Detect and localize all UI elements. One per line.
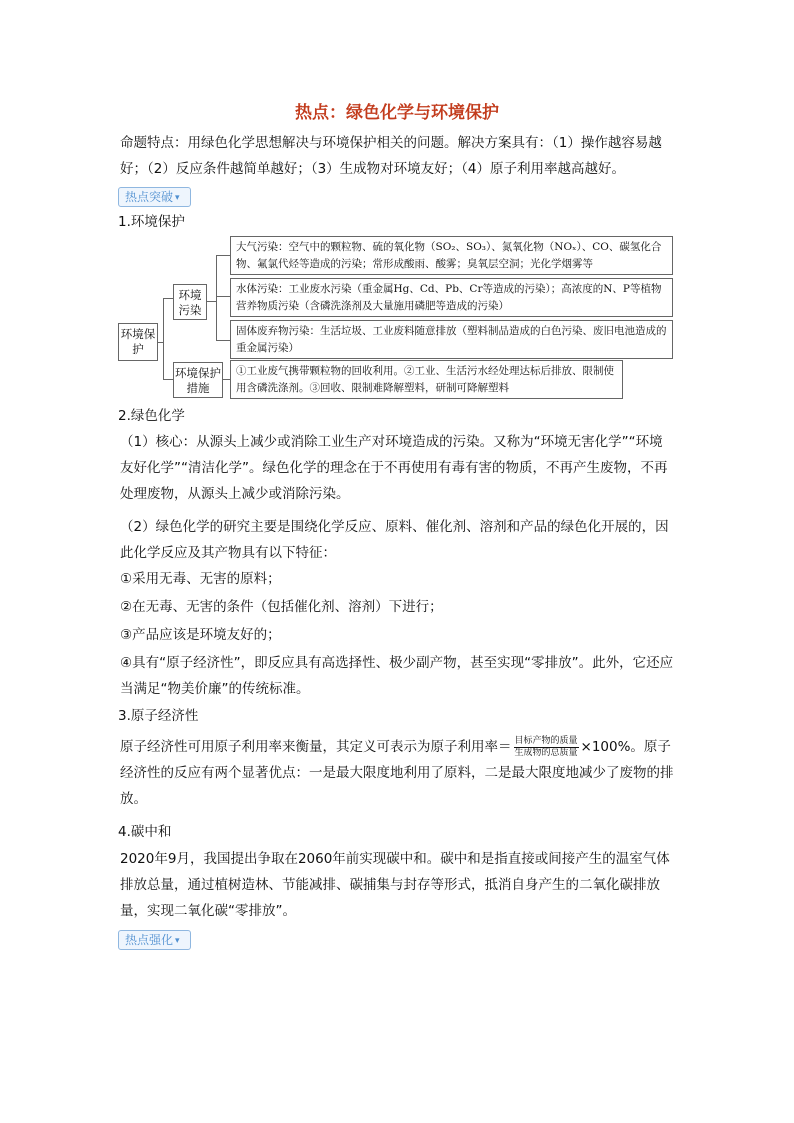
connector [216, 296, 230, 297]
connector [163, 298, 173, 299]
section2-p1: （1）核心：从源头上减少或消除工业生产对环境造成的污染。又称为“环境无害化学”“环境友好化学”“清洁化学”。绿色化学的理念在于不再使用有毒有害的物质，不再产生废物，不再处理废物，从源头上减少或消除污染。 [120, 434, 668, 502]
section2-item4: ④具有“原子经济性”，即反应具有高选择性、极少副产物，甚至实现“零排放”。此外，它还应当满足“物美价廉”的传统标准。 [120, 655, 674, 697]
diagram-water-pollution: 水体污染：工业废水污染（重金属Hg、Cd、Pb、Cr等造成的污染）；高浓度的N、P等植物营养物质污染（含磷洗涤剂及大量施用磷肥等造成的污染） [230, 278, 673, 317]
section3-heading: 3.原子经济性 [118, 708, 199, 724]
connector [163, 298, 164, 380]
connector [216, 340, 230, 341]
chevron-down-icon: ▾ [175, 192, 180, 203]
diagram-branch-pollution: 环境污染 [173, 284, 207, 320]
diagram-root: 环境保护 [118, 323, 158, 361]
connector [163, 379, 173, 380]
section2-heading: 2.绿色化学 [118, 408, 185, 424]
section4-paragraph: 2020年9月，我国提出争取在2060年前实现碳中和。碳中和是指直接或间接产生的温室气体排放总量，通过植树造林、节能减排、碳捕集与封存等形式，抵消自身产生的二氧化碳排放量，实现二氧化碳“零排放”。 [120, 851, 670, 919]
fraction-denominator: 生成物的总质量 [514, 747, 578, 758]
section2-item2: ②在无毒、无害的条件（包括催化剂、溶剂）下进行； [120, 599, 443, 615]
diagram-solid-waste: 固体废弃物污染：生活垃圾、工业废料随意排放（塑料制品造成的白色污染、废旧电池造成的重金属污染） [230, 320, 673, 359]
tag-hotspot-strengthen [118, 930, 191, 950]
section2-item1: ①采用无毒、无害的原料； [120, 571, 281, 587]
fraction-numerator: 目标产物的质量 [514, 735, 578, 746]
diagram-air-pollution: 大气污染：空气中的颗粒物、硫的氧化物（SO₂、SO₃）、氮氧化物（NOₓ）、CO、碳氢化合物、氟氯代烃等造成的污染；常形成酸雨、酸雾；臭氧层空洞；光化学烟雾等 [230, 236, 673, 275]
connector [223, 379, 230, 380]
section2-p2: （2）绿色化学的研究主要是围绕化学反应、原料、催化剂、溶剂和产品的绿色化开展的，因此化学反应及其产物具有以下特征： [120, 519, 669, 561]
chevron-down-icon: ▾ [175, 935, 180, 946]
section1-heading: 1.环境保护 [118, 214, 185, 230]
page-title: 热点：绿色化学与环境保护 [295, 103, 499, 123]
formula-suffix: ×100%。原子经济性的反应有两个显著优点：一是最大限度地利用了原料，二是最大限度地减少了废物的排放。 [120, 739, 674, 807]
tag-hotspot-breakthrough [118, 187, 191, 207]
tag-label: 热点强化 [125, 933, 174, 947]
intro-paragraph: 命题特点：用绿色化学思想解决与环境保护相关的问题。解决方案具有：（1）操作越容易越好；（2）反应条件越简单越好；（3）生成物对环境友好；（4）原子利用率越高越好。 [120, 135, 662, 177]
section4-heading: 4.碳中和 [118, 824, 172, 840]
connector [216, 255, 230, 256]
section2-item3: ③产品应该是环境友好的； [120, 627, 281, 643]
formula-prefix: 原子经济性可用原子利用率来衡量，其定义可表示为原子利用率＝ [120, 739, 512, 755]
diagram-branch-measures: 环境保护措施 [173, 362, 223, 398]
section3-paragraph [120, 734, 676, 812]
connector [216, 255, 217, 341]
tag-label: 热点突破 [125, 190, 174, 204]
atom-utilization-fraction [514, 736, 579, 759]
diagram-measures-text: ①工业废气携带颗粒物的回收利用。②工业、生活污水经处理达标后排放、限制使用含磷洗涤剂。③回收、限制难降解塑料，研制可降解塑料 [230, 360, 623, 399]
